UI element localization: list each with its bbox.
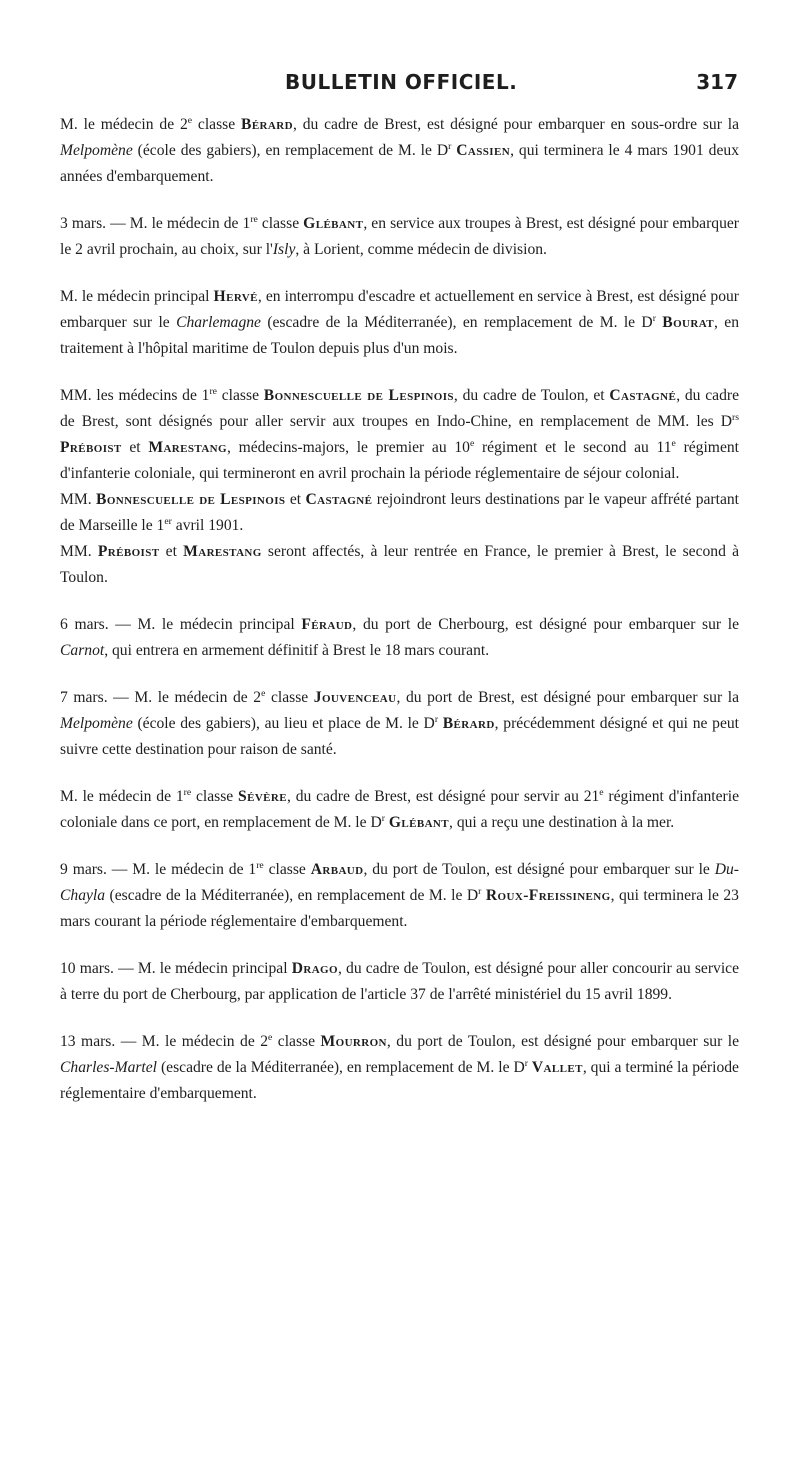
- person-name: Marestang: [148, 439, 227, 456]
- text-run: (escadre de la Méditerranée), en remplacement de M. le D: [157, 1059, 525, 1076]
- paragraph: [60, 612, 739, 664]
- text-run: seront affectés, à leur rentrée en France, le premier à Brest, le second à Toulon.: [60, 543, 740, 586]
- text-run: M. le médecin principal: [60, 288, 214, 305]
- person-name: Préboist: [60, 439, 122, 456]
- ship-name: Charlemagne: [176, 314, 261, 331]
- text-run: classe: [272, 1033, 321, 1050]
- person-name: Drago: [291, 960, 338, 977]
- paragraph: [60, 383, 739, 487]
- text-run: régiment et le second au 11: [474, 439, 672, 456]
- text-run: 6 mars. — M. le médecin principal: [60, 616, 302, 633]
- paragraph: [60, 956, 739, 1008]
- superscript: e: [599, 786, 604, 798]
- page-header: [0, 66, 800, 106]
- person-name: Sévère: [238, 788, 287, 805]
- text-run: classe: [265, 689, 314, 706]
- text-run: , qui terminera le 4 mars 1901 deux années d'embarquement.: [60, 142, 739, 185]
- text-run: , précédemment désigné et qui ne peut suivre cette destination pour raison de santé.: [60, 715, 739, 758]
- text-run: (escadre de la Méditerranée), en remplacement de M. le D: [260, 314, 653, 331]
- superscript: e: [671, 437, 676, 449]
- text-run: et: [159, 543, 184, 560]
- text-run: , en service aux troupes à Brest, est désigné pour embarquer le 2 avril prochain, au choix, sur l': [60, 215, 739, 258]
- text-run: , qui terminera le 23 mars courant la période réglementaire d'embarquement.: [60, 887, 739, 930]
- text-run: classe: [263, 861, 311, 878]
- page-number: 317: [696, 70, 738, 94]
- superscript: re: [183, 786, 192, 798]
- superscript: r: [478, 885, 482, 897]
- text-run: 9 mars. — M. le médecin de 1: [60, 861, 257, 878]
- superscript: r: [448, 140, 452, 152]
- person-name: Bonnescuelle de Lespinois: [96, 491, 286, 508]
- superscript: r: [524, 1057, 528, 1069]
- ship-name: Du-Chayla: [60, 861, 739, 904]
- text-run: régiment d'infanterie coloniale, qui termineront en avril prochain la période réglementaire de séjour colonial.: [60, 439, 739, 482]
- text-run: et: [285, 491, 306, 508]
- ship-name: Isly: [272, 241, 296, 258]
- text-run: (école des gabiers), au lieu et place de M. le D: [132, 715, 435, 732]
- ship-name: Melpomène: [60, 142, 133, 159]
- person-name: Castagné: [305, 491, 373, 508]
- text-run: avril 1901.: [171, 517, 244, 534]
- paragraph: [60, 211, 739, 263]
- person-name: Mourron: [320, 1033, 387, 1050]
- paragraph: [60, 1029, 739, 1107]
- text-run: classe: [257, 215, 304, 232]
- superscript: e: [268, 1031, 273, 1043]
- text-run: , du port de Cherbourg, est désigné pour embarquer sur le: [352, 616, 739, 633]
- superscript: e: [187, 114, 193, 126]
- text-run: et: [121, 439, 149, 456]
- person-name: Castagné: [609, 387, 677, 404]
- text-run: rejoindront leurs destinations par le vapeur affrété partant de Marseille le 1: [60, 491, 739, 534]
- text-run: , en interrompu d'escadre et actuellement en service à Brest, est désigné pour embarquer sur le: [60, 288, 739, 331]
- person-name: Cassien: [456, 142, 511, 159]
- person-name: Hervé: [213, 288, 258, 305]
- ship-name: Charles-Martel: [60, 1059, 158, 1076]
- superscript: rs: [732, 411, 739, 423]
- text-run: , qui entrera en armement définitif à Brest le 18 mars courant.: [104, 642, 490, 659]
- text-run: , à Lorient, comme médecin de division.: [295, 241, 547, 258]
- text-run: , qui a reçu une destination à la mer.: [449, 814, 675, 831]
- running-title: BULLETIN OFFICIEL.: [285, 70, 518, 94]
- text-run: , du cadre de Brest, sont désignés pour aller servir aux troupes en Indo-Chine, en remplacement de MM. les D: [60, 387, 740, 430]
- text-run: classe: [192, 116, 242, 133]
- paragraph: [60, 487, 739, 539]
- paragraph: [60, 539, 739, 591]
- person-name: Vallet: [531, 1059, 583, 1076]
- paragraph: [60, 857, 739, 935]
- person-name: Bourat: [662, 314, 715, 331]
- paragraph: [60, 284, 739, 362]
- ship-name: Carnot: [60, 642, 105, 659]
- text-run: 3 mars. — M. le médecin de 1: [60, 215, 251, 232]
- superscript: e: [261, 687, 266, 699]
- paragraph: [60, 784, 739, 836]
- text-run: M. le médecin de 1: [60, 788, 184, 805]
- text-run: MM.: [60, 491, 97, 508]
- text-run: (école des gabiers), en remplacement de M. le D: [132, 142, 449, 159]
- text-run: , du cadre de Toulon, et: [453, 387, 610, 404]
- superscript: r: [434, 713, 439, 725]
- ship-name: Melpomène: [60, 715, 133, 732]
- superscript: r: [652, 312, 656, 324]
- person-name: Bonnescuelle de Lespinois: [263, 387, 454, 404]
- person-name: Féraud: [301, 616, 353, 633]
- superscript: er: [164, 515, 172, 527]
- text-run: , du port de Brest, est désigné pour embarquer sur la: [396, 689, 739, 706]
- person-name: Glébant: [303, 215, 364, 232]
- text-run: MM.: [60, 543, 98, 560]
- text-run: , médecins-majors, le premier au 10: [226, 439, 470, 456]
- person-name: Glébant: [388, 814, 450, 831]
- text-run: régiment d'infanterie coloniale dans ce port, en remplacement de M. le D: [60, 788, 739, 831]
- superscript: r: [381, 812, 385, 824]
- text-run: , du cadre de Toulon, est désigné pour aller concourir au service à terre du port de Cherbourg, par application de l'article 37 de l'arrêté ministériel du 15 avril 1899.: [60, 960, 739, 1003]
- text-run: 10 mars. — M. le médecin principal: [60, 960, 292, 977]
- person-name: Bérard: [442, 715, 495, 732]
- text-run: (escadre de la Méditerranée), en remplacement de M. le D: [105, 887, 479, 904]
- paragraph: [60, 685, 739, 763]
- person-name: Roux-Freissineng: [485, 887, 611, 904]
- text-run: , du port de Toulon, est désigné pour embarquer sur le: [386, 1033, 739, 1050]
- person-name: Jouvenceau: [313, 689, 397, 706]
- text-run: , du cadre de Brest, est désigné pour servir au 21: [287, 788, 600, 805]
- document-body: [60, 112, 739, 1107]
- person-name: Préboist: [97, 543, 160, 560]
- text-run: , du cadre de Brest, est désigné pour embarquer en sous-ordre sur la: [292, 116, 740, 133]
- superscript: re: [256, 859, 264, 871]
- superscript: e: [469, 437, 475, 449]
- text-run: classe: [216, 387, 264, 404]
- text-run: MM. les médecins de 1: [60, 387, 210, 404]
- superscript: re: [209, 385, 217, 397]
- person-name: Bérard: [241, 116, 293, 133]
- text-run: 7 mars. — M. le médecin de 2: [60, 689, 262, 706]
- text-run: , du port de Toulon, est désigné pour embarquer sur le: [363, 861, 715, 878]
- text-run: 13 mars. — M. le médecin de 2: [60, 1033, 269, 1050]
- person-name: Marestang: [183, 543, 262, 560]
- text-run: classe: [191, 788, 239, 805]
- text-run: , qui a terminé la période réglementaire d'embarquement.: [60, 1059, 739, 1102]
- paragraph: [60, 112, 739, 190]
- text-run: , en traitement à l'hôpital maritime de Toulon depuis plus d'un mois.: [60, 314, 739, 357]
- text-run: M. le médecin de 2: [60, 116, 188, 133]
- superscript: re: [250, 213, 258, 225]
- person-name: Arbaud: [310, 861, 364, 878]
